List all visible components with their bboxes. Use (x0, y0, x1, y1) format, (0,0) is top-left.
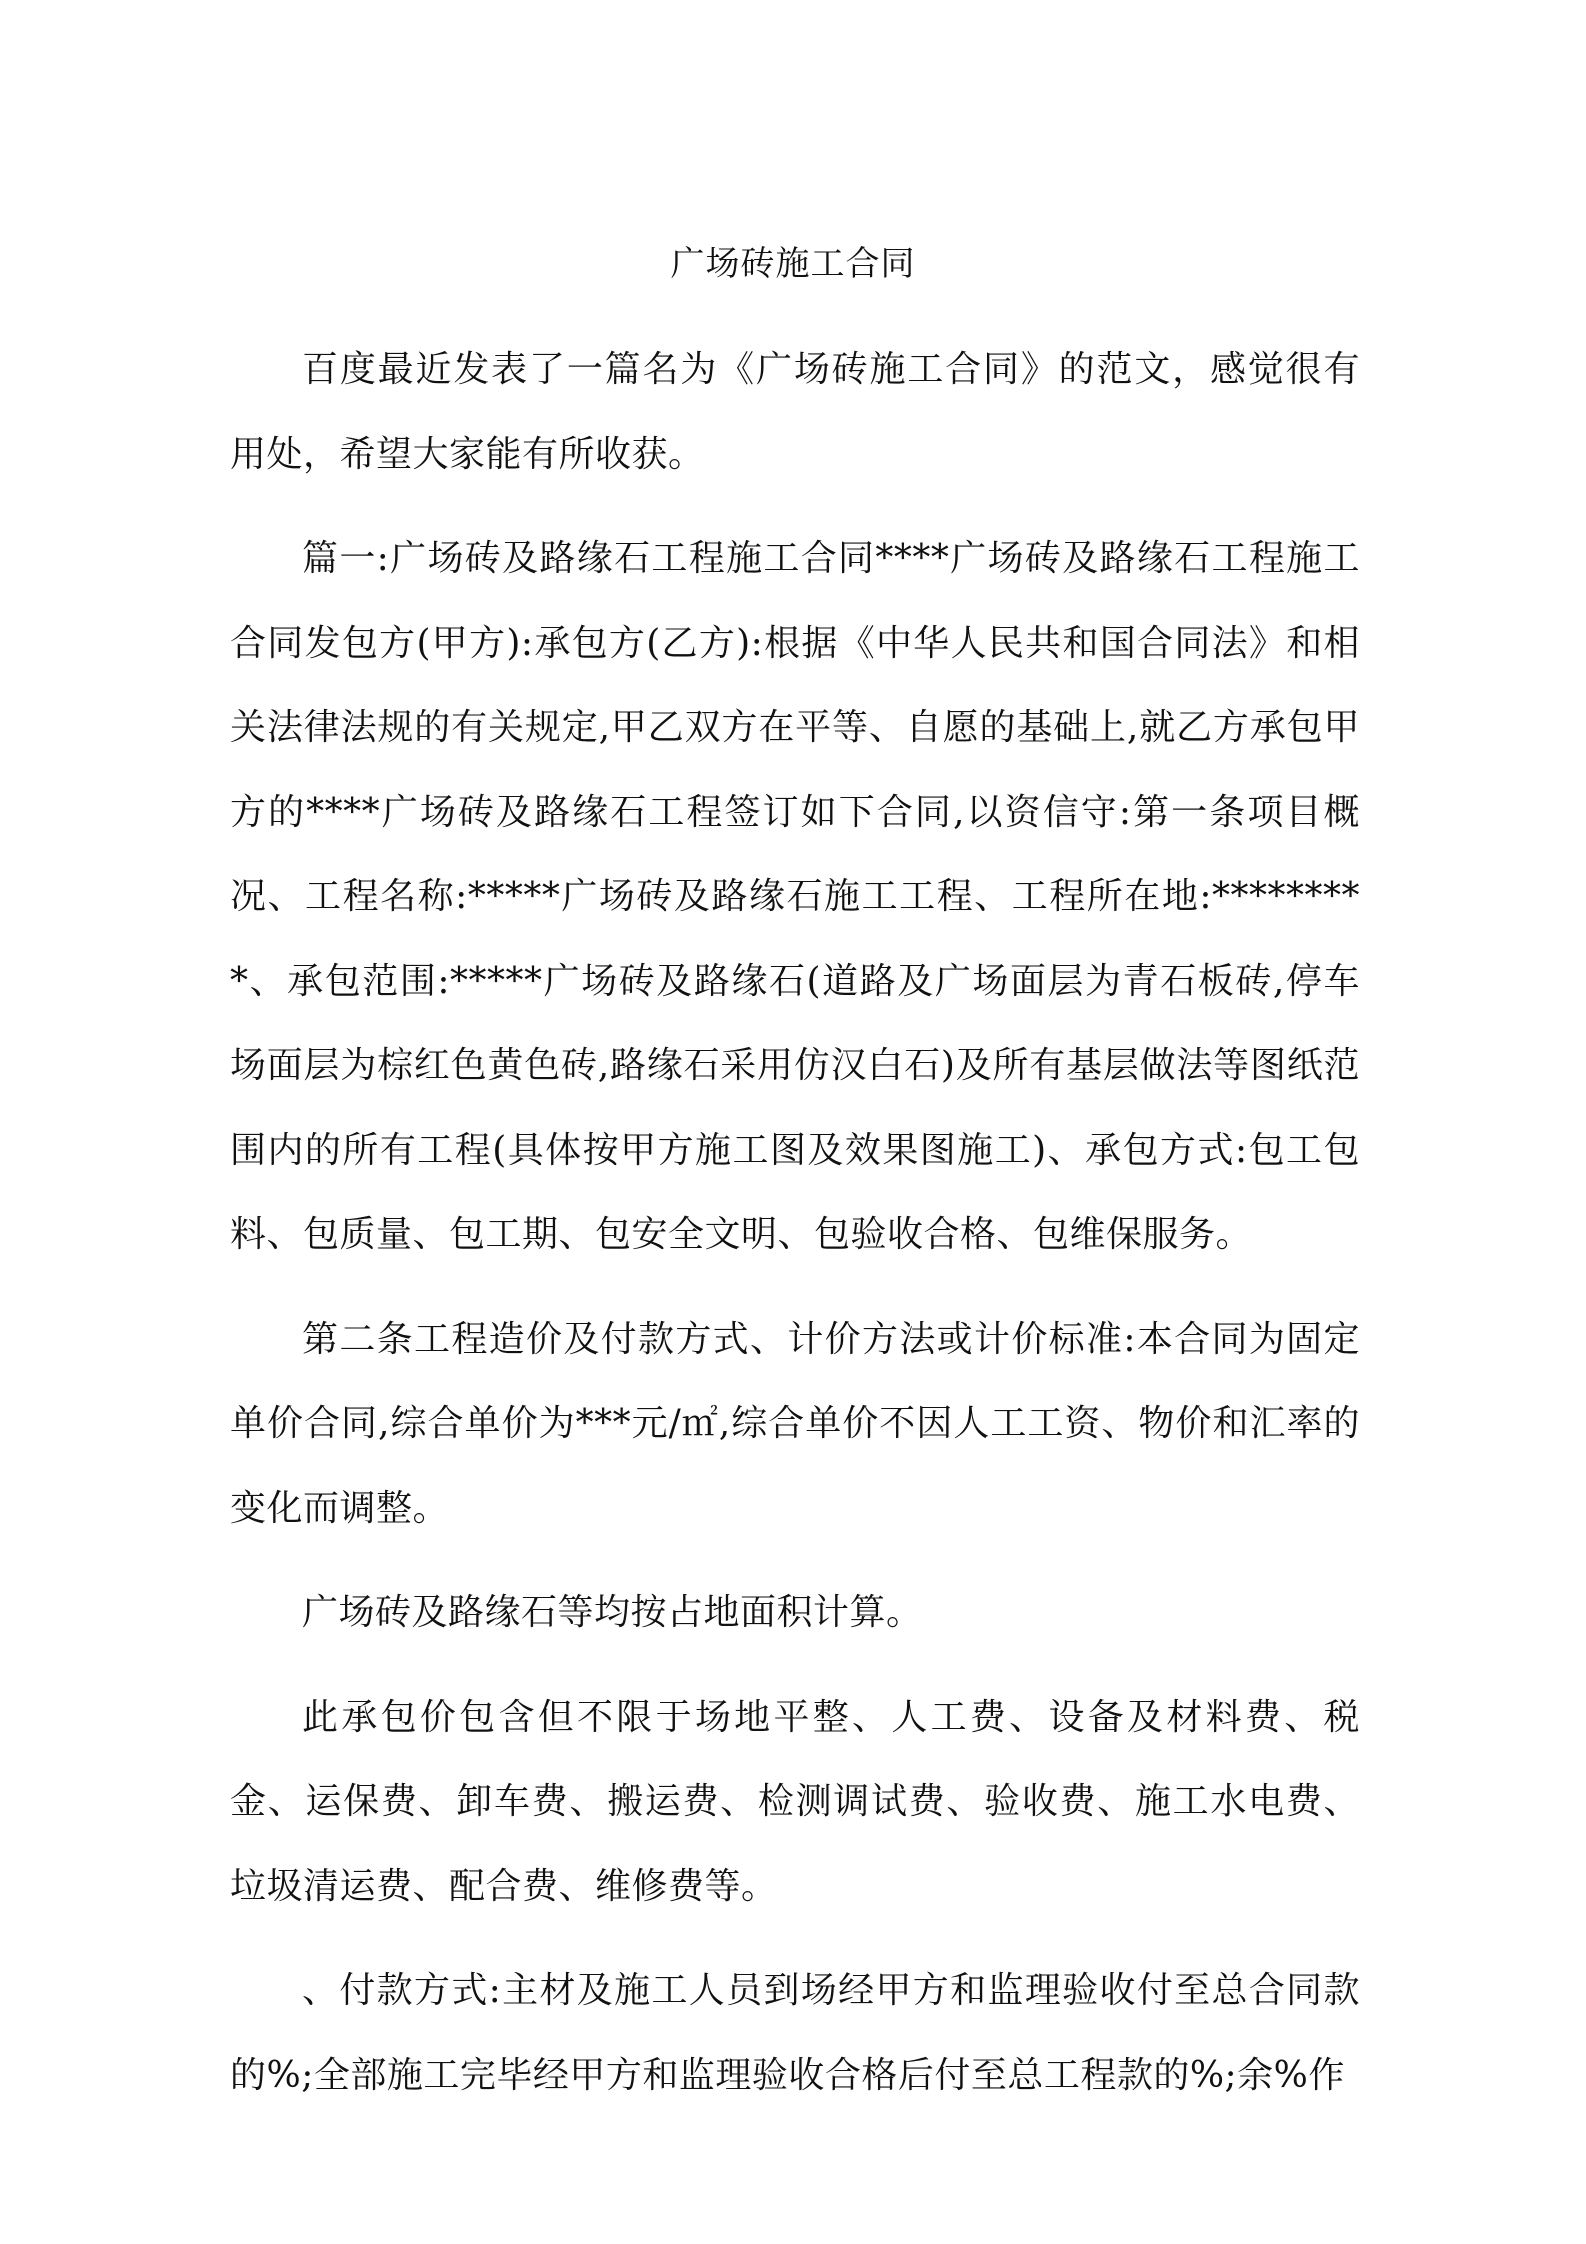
paragraph-price-inclusions: 此承包价包含但不限于场地平整、人工费、设备及材料费、税金、运保费、卸车费、搬运费、检测调试费、验收费、施工水电费、垃圾清运费、配合费、维修费等。 (230, 1696, 1360, 1907)
paragraph-article-2: 第二条工程造价及付款方式、计价方法或计价标准:本合同为固定单价合同,综合单价为***元/㎡,综合单价不因人工工资、物价和汇率的变化而调整。 (230, 1318, 1360, 1529)
paragraph-area-calculation: 广场砖及路缘石等均按占地面积计算。 (302, 1592, 923, 1633)
paragraph-article-1: 篇一:广场砖及路缘石工程施工合同****广场砖及路缘石工程施工合同发包方(甲方):承包方(乙方):根据《中华人民共和国合同法》和相关法律法规的有关规定,甲乙双方在平等、自愿的基础上,就乙方承包甲方的****广场砖及路缘石工程签订如下合同,以资信守:第一条项目概况、工程名称:*****广场砖及路缘石施工工程、工程所在地:*********、承包范围:*****广场砖及路缘石(道路及广场面层为青石板砖,停车场面层为棕红色黄色砖,路缘石采用仿汉白石)及所有基层做法等图纸范围内的所有工程(具体按甲方施工图及效果图施工)、承包方式:包工包料、包质量、包工期、包安全文明、包验收合格、包维保服务。 (230, 538, 1360, 1255)
paragraph-intro: 百度最近发表了一篇名为《广场砖施工合同》的范文，感觉很有用处，希望大家能有所收获。 (230, 349, 1360, 475)
document-body (230, 328, 1360, 2138)
paragraph-payment-method: 、付款方式:主材及施工人员到场经甲方和监理验收付至总合同款的%;全部施工完毕经甲方和监理验收合格后付至总工程款的%;余%作 (230, 1970, 1360, 2096)
document-title: 广场砖施工合同 (670, 244, 916, 284)
